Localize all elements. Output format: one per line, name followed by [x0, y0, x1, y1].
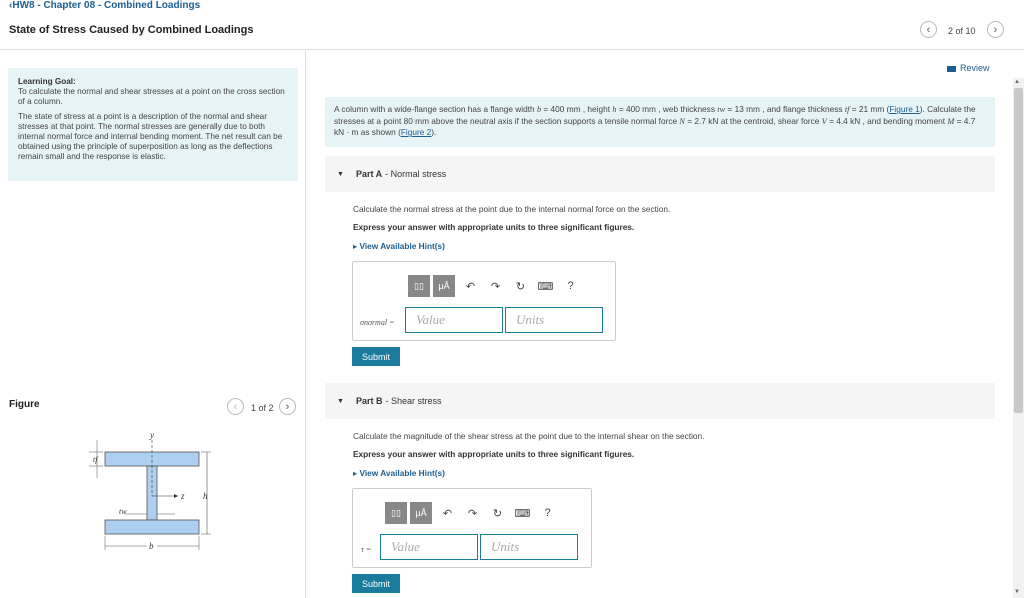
figure-2-link[interactable]: Figure 2	[400, 127, 432, 138]
z-axis-label: z	[181, 491, 185, 501]
units-button[interactable]: μÅ	[433, 275, 455, 297]
figure-next-button[interactable]	[279, 398, 296, 415]
part-a-question: Calculate the normal stress at the point due to the internal normal force on the section.	[353, 204, 671, 214]
top-bar	[0, 0, 1024, 50]
review-link[interactable]	[947, 63, 990, 73]
learning-goal-description: The state of stress at a point is a description of the normal and shear stresses at that point. The normal stresses are generally due to both internal normal force and internal bending moment. The net result can be obtained using the principle of superposition as long as the deflections remain small and the response is elastic.	[18, 112, 283, 161]
review-icon	[947, 66, 956, 72]
part-a-submit-button[interactable]: Submit	[352, 347, 400, 366]
breadcrumb-label[interactable]: HW8 - Chapter 08 - Combined Loadings	[12, 0, 201, 11]
learning-goal-box	[8, 68, 298, 181]
collapse-triangle-icon: ▼	[337, 397, 344, 405]
part-a-hints-link[interactable]: ▸ View Available Hint(s)	[353, 241, 445, 251]
undo-icon[interactable]: ↶	[465, 280, 476, 293]
left-panel	[0, 51, 306, 598]
wide-flange-figure	[85, 426, 225, 556]
figure-1-link[interactable]: Figure 1	[889, 104, 920, 114]
sigma-normal-label: σnormal =	[360, 318, 395, 327]
templates-button[interactable]: ▯▯	[408, 275, 430, 297]
help-icon[interactable]: ?	[544, 507, 551, 519]
part-a-units-input[interactable]: Units	[505, 307, 603, 333]
part-a-instruction: Express your answer with appropriate units to three significant figures.	[353, 222, 635, 232]
keyboard-icon[interactable]: ⌨	[537, 280, 554, 293]
tf-label: tf	[93, 455, 98, 464]
templates-button[interactable]: ▯▯	[385, 502, 407, 524]
part-a-title: - Normal stress	[385, 169, 447, 179]
part-b-hints-link[interactable]: ▸ View Available Hint(s)	[353, 468, 445, 478]
chevron-left-icon: ‹	[233, 400, 238, 413]
right-panel	[307, 51, 1024, 598]
part-b-value-input[interactable]: Value	[380, 534, 478, 560]
scrollbar-thumb[interactable]	[1014, 88, 1023, 413]
part-a-value-input[interactable]: Value	[405, 307, 503, 333]
part-b-label: Part B	[355, 396, 383, 406]
redo-icon[interactable]: ↷	[490, 280, 501, 293]
chevron-left-icon: ‹	[926, 23, 931, 36]
part-b-submit-button[interactable]: Submit	[352, 574, 400, 593]
bottom-flange	[105, 520, 199, 534]
part-b-header[interactable]	[325, 383, 995, 419]
part-b-answer-box	[352, 488, 592, 568]
review-label[interactable]: Review	[960, 63, 990, 73]
reset-icon[interactable]: ↻	[492, 507, 503, 520]
item-pager: 2 of 10	[948, 26, 976, 36]
h-label: h	[203, 491, 208, 501]
part-a-header[interactable]	[325, 156, 995, 192]
help-icon[interactable]: ?	[567, 280, 574, 292]
b-label: b	[149, 541, 154, 551]
keyboard-icon[interactable]: ⌨	[514, 507, 531, 520]
undo-icon[interactable]: ↶	[442, 507, 453, 520]
units-button[interactable]: μÅ	[410, 502, 432, 524]
part-b-instruction: Express your answer with appropriate units to three significant figures.	[353, 449, 635, 459]
figure-prev-button[interactable]	[227, 398, 244, 415]
learning-goal-title: Learning Goal:	[18, 77, 76, 86]
y-axis-label: y	[150, 430, 154, 440]
learning-goal-text: To calculate the normal and shear stresses at a point on the cross section of a column.	[18, 87, 285, 106]
figure-pager: 1 of 2	[251, 403, 274, 413]
part-b-title: - Shear stress	[385, 396, 442, 406]
chevron-right-icon: ›	[285, 400, 290, 413]
tw-label: tw	[119, 507, 127, 516]
redo-icon[interactable]: ↷	[467, 507, 478, 520]
part-b-toolbar	[385, 501, 575, 525]
prev-item-button[interactable]	[920, 21, 937, 38]
problem-statement: A column with a wide-flange section has a flange width b = 400 mm , height h = 400 mm , web thickness tw = 13 mm , and flange thickness tf = 21 mm (Figure 1). Calculate the stresses at a point 80 mm above the neutral axis if the section supports a tensile normal force N = 2.7 kN at the centroid, shear force V = 4.4 kN , and bending moment M = 4.7 kN · m as shown (Figure 2).	[325, 97, 995, 147]
figure-label: Figure	[9, 399, 40, 410]
part-a-label: Part A	[355, 169, 383, 179]
part-b-question: Calculate the magnitude of the shear stress at the point due to the internal shear on the section.	[353, 431, 705, 441]
reset-icon[interactable]: ↻	[515, 280, 526, 293]
part-b-units-input[interactable]: Units	[480, 534, 578, 560]
chevron-right-icon: ›	[993, 23, 998, 36]
scroll-up-icon[interactable]: ▲	[1014, 79, 1020, 85]
next-item-button[interactable]	[987, 21, 1004, 38]
scroll-down-icon[interactable]: ▼	[1014, 589, 1020, 595]
part-a-answer-box	[352, 261, 616, 341]
breadcrumb[interactable]: ‹HW8 - Chapter 08 - Combined Loadings	[9, 0, 201, 11]
top-flange	[105, 452, 199, 466]
page-title: State of Stress Caused by Combined Loadings	[9, 24, 254, 36]
tau-label: τ =	[361, 545, 372, 554]
collapse-triangle-icon: ▼	[337, 170, 344, 178]
part-a-toolbar	[408, 274, 598, 298]
